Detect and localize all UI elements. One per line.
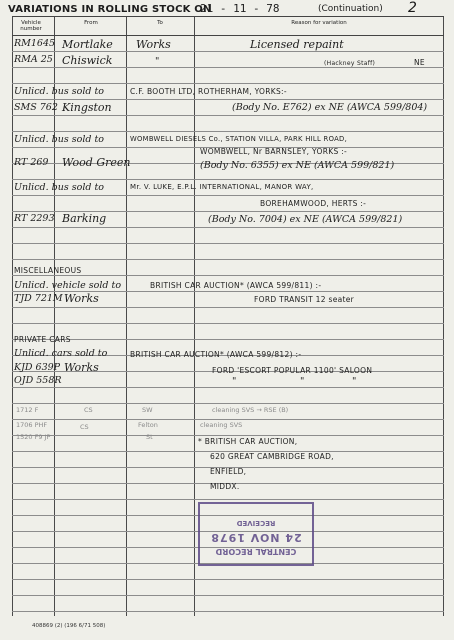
entry-from: Barking: [62, 212, 107, 225]
ruled-line: [12, 99, 444, 100]
entry-from: Mortlake: [62, 38, 113, 51]
grid-line: [12, 16, 13, 616]
entry-note: Unlicd. bus sold to: [14, 86, 105, 97]
section-heading: PRIVATE CARS: [14, 335, 71, 344]
entry-from: Chiswick: [62, 54, 113, 67]
form-title: VARIATIONS IN ROLLING STOCK ON: [8, 4, 212, 15]
stamp-text: CENTRAL RECORD: [215, 547, 297, 556]
entry-buyer: BRITISH CAR AUCTION* (AWCA 599/812) :-: [130, 350, 302, 359]
ditto-mark: ": [300, 376, 305, 387]
ruled-line: [12, 387, 444, 388]
grid-line: [194, 16, 195, 616]
entry-vehicle: RT 269: [14, 157, 49, 168]
entry-buyer: BOREHAMWOOD, HERTS :-: [260, 199, 367, 208]
ruled-line: [12, 435, 444, 436]
pencil-to: SW: [142, 406, 153, 414]
pencil-vehicle: 1520 F9 JP: [16, 433, 51, 441]
column-header-from: From: [84, 20, 98, 26]
column-header-vehicle: Vehicle number: [20, 20, 42, 32]
pencil-from: CS: [84, 406, 93, 414]
ruled-line: [12, 339, 444, 340]
address-line: 620 GREAT CAMBRIDGE ROAD,: [210, 452, 334, 461]
entry-from: Works: [64, 361, 99, 374]
pencil-vehicle: 1712 F: [16, 406, 39, 414]
grid-line: [443, 16, 444, 616]
entry-reason: Licensed repaint: [250, 38, 344, 51]
entry-vehicle: RMA 25: [14, 54, 53, 65]
entry-note: NE: [414, 58, 425, 67]
ruled-line: [12, 83, 444, 84]
entry-to: Works: [136, 38, 171, 51]
ruled-line: [12, 611, 444, 612]
entry-vehicle: RM1645: [14, 38, 56, 49]
entry-buyer: WOMBWELL, Nr BARNSLEY, YORKS :-: [200, 147, 348, 156]
entry-body: (Body No. 6355) ex NE (AWCA 599/821): [200, 160, 395, 171]
form-date: 21 - 11 - 78: [200, 2, 280, 15]
continuation-label: (Continuation): [318, 4, 383, 14]
received-stamp: [198, 502, 314, 566]
grid-line: [126, 16, 127, 616]
ruled-line: [12, 227, 444, 228]
pencil-reason: cleaning SVS: [200, 421, 243, 429]
entry-vehicle: SMS 762: [14, 102, 58, 113]
entry-buyer: WOMBWELL DIESELS Co., STATION VILLA, PARK HILL ROAD,: [130, 135, 348, 143]
entry-vehicle: OJD 558R: [14, 375, 62, 386]
ruled-line: [12, 403, 444, 404]
pencil-vehicle: 1706 PHF: [16, 421, 48, 429]
entry-description: FORD TRANSIT 12 seater: [254, 295, 355, 304]
pencil-reason: cleaning SVS → RSE (B): [212, 406, 289, 414]
ruled-line: [12, 579, 444, 580]
pencil-to: Felton: [138, 421, 158, 429]
entry-description: FORD 'ESCORT POPULAR 1100' SALOON: [212, 366, 373, 375]
entry-note: Unlicd. bus sold to: [14, 182, 105, 193]
entry-buyer: C.F. BOOTH LTD, ROTHERHAM, YORKS:-: [130, 87, 287, 96]
address-line: MIDDX.: [210, 482, 240, 491]
entry-reason: (Hackney Staff): [324, 60, 376, 67]
entry-buyer: BRITISH CAR AUCTION* (AWCA 599/811) :-: [150, 281, 322, 290]
section-heading: MISCELLANEOUS: [14, 266, 82, 275]
stamp-text: RECEIVED: [236, 519, 276, 527]
ruled-line: [12, 243, 444, 244]
entry-buyer: Mr. V. LUKE, E.P.L. INTERNATIONAL, MANOR WAY,: [130, 183, 314, 191]
entry-body: (Body No. E762) ex NE (AWCA 599/804): [232, 102, 428, 113]
ruled-line: [12, 259, 444, 260]
entry-from: Kingston: [62, 101, 112, 114]
entry-vehicle: RT 2293: [14, 213, 55, 224]
stamp-date: 24 NOV 1978: [210, 531, 302, 544]
column-header-to: To: [157, 20, 163, 26]
address-line: ENFIELD,: [210, 467, 247, 476]
ruled-line: [12, 179, 444, 180]
ruled-line: [12, 115, 444, 116]
entry-vehicle: TJD 721M: [14, 293, 63, 304]
ruled-line: [12, 131, 444, 132]
ditto-mark: ": [352, 376, 357, 387]
entry-to: ": [155, 56, 160, 67]
entry-body: (Body No. 7004) ex NE (AWCA 599/821): [208, 214, 403, 225]
ruled-line: [12, 595, 444, 596]
ruled-line: [12, 323, 444, 324]
ruled-line: [12, 195, 444, 196]
entry-from: Works: [64, 292, 99, 305]
pencil-from: CS: [80, 423, 89, 431]
pencil-to: St: [146, 433, 153, 441]
entry-note: Unlicd. bus sold to: [14, 134, 105, 145]
ruled-line: [12, 51, 444, 52]
entry-vehicle: KJD 639P: [14, 362, 61, 373]
entry-from: Wood Green: [62, 156, 131, 169]
ruled-line: [12, 499, 444, 500]
ditto-mark: ": [232, 376, 237, 387]
page-number: 2: [408, 0, 417, 16]
entry-note: Unlicd. cars sold to: [14, 348, 108, 359]
address-line: * BRITISH CAR AUCTION,: [198, 437, 298, 446]
ruled-line: [12, 275, 444, 276]
ruled-line: [12, 307, 444, 308]
form-code: 408869 (2) (196 6/71 508): [32, 623, 106, 629]
ruled-line: [12, 35, 444, 36]
ruled-line: [12, 16, 444, 17]
ruled-line: [12, 67, 444, 68]
entry-note: Unlicd. vehicle sold to: [14, 280, 122, 291]
ruled-line: [12, 419, 444, 420]
column-header-reason: Reason for variation: [291, 20, 347, 26]
